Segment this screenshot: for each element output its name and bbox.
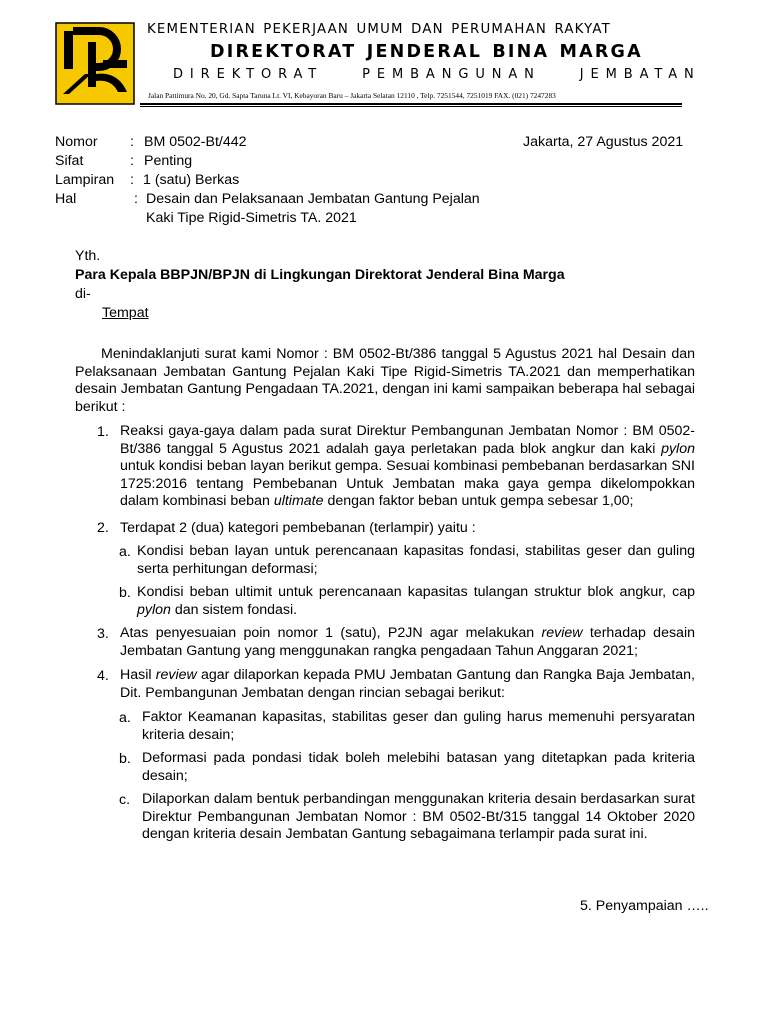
item4-c-text: Dilaporkan dalam bentuk perbandingan menggunakan kriteria desain berdasarkan surat Direktur Pembangunan Jembatan Nomor : BM 0502-Bt/315 tanggal 14 Oktober 2020 dengan kriteria desain Jembatan Gantung sebagaimana terlampir pada surat ini.: [142, 791, 695, 843]
sifat-label: Sifat: [55, 153, 84, 169]
lampiran-value: 1 (satu) Berkas: [143, 172, 240, 188]
recipient-di: di-: [75, 286, 91, 302]
nomor-value: BM 0502-Bt/442: [144, 134, 247, 150]
letterhead-directorate: DIREKTORAT PEMBANGUNAN JEMBATAN: [173, 67, 701, 82]
pupr-logo: [55, 22, 135, 105]
hal-label: Hal: [55, 191, 77, 207]
item4-a-text: Faktor Keamanan kapasitas, stabilitas geser dan guling harus memenuhi persyaratan kriteria desain;: [142, 709, 695, 743]
item3-text: Atas penyesuaian poin nomor 1 (satu), P2JN agar melakukan review terhadap desain Jembatan Gantung yang menggunakan rangka pengadaan Tahun Anggaran 2021;: [120, 625, 695, 659]
item4-number: 4.: [97, 668, 109, 684]
letterhead-ministry: KEMENTERIAN PEKERJAAN UMUM DAN PERUMAHAN RAKYAT: [147, 22, 611, 37]
hal-value-line2: Kaki Tipe Rigid-Simetris TA. 2021: [146, 210, 357, 226]
item4-b-text: Deformasi pada pondasi tidak boleh melebihi batasan yang ditetapkan pada kriteria desain;: [142, 750, 695, 784]
item2-b-text: Kondisi beban ultimit untuk perencanaan kapasitas tulangan struktur blok angkur, cap pylon dan sistem fondasi.: [137, 584, 695, 618]
letterhead-address: Jalan Pattimura No. 20, Gd. Sapta Taruna Lt. VI, Kebayoran Baru – Jakarta Selatan 12110 , Telp. 7251544, 7251019 FAX. (021) 7247283: [148, 91, 556, 100]
item2-a-label: a.: [119, 544, 131, 560]
letterhead-directorate-general: DIREKTORAT JENDERAL BINA MARGA: [210, 42, 643, 62]
recipient-addressee: Para Kepala BBPJN/BPJN di Lingkungan Direktorat Jenderal Bina Marga: [75, 267, 565, 283]
item2-a-text: Kondisi beban layan untuk perencanaan kapasitas fondasi, stabilitas geser dan guling serta perhitungan deformasi;: [137, 543, 695, 577]
recipient-yth: Yth.: [75, 248, 101, 264]
letterhead-rule-top: [140, 103, 682, 105]
item2-number: 2.: [97, 520, 109, 536]
place-date: Jakarta, 27 Agustus 2021: [523, 134, 684, 150]
nomor-colon: :: [130, 134, 134, 150]
item2-text: Terdapat 2 (dua) kategori pembebanan (terlampir) yaitu :: [120, 520, 476, 536]
sifat-colon: :: [130, 153, 134, 169]
continuation-note: 5. Penyampaian …..: [580, 898, 709, 914]
item4-b-label: b.: [119, 751, 131, 767]
nomor-label: Nomor: [55, 134, 98, 150]
recipient-tempat: Tempat: [102, 305, 149, 321]
item1-text: Reaksi gaya-gaya dalam pada surat Direktur Pembangunan Jembatan Nomor : BM 0502-Bt/386 tanggal 5 Agustus 2021 adalah gaya perletakan pada blok angkur dan kaki pylon untuk kondisi beban layan berikut gempa. Sesuai kombinasi pembebanan berdasarkan SNI 1725:2016 tentang Pembebanan Untuk Jembatan maka gaya gempa dikelompokkan dalam kombinasi beban ultimate dengan faktor beban untuk gempa sebesar 1,00;: [120, 423, 695, 510]
item4-text: Hasil review agar dilaporkan kepada PMU Jembatan Gantung dan Rangka Baja Jembatan, Dit. Pembangunan Jembatan dengan rincian sebagai berikut:: [120, 667, 695, 701]
item4-c-label: c.: [119, 792, 131, 808]
intro-paragraph: Menindaklanjuti surat kami Nomor : BM 0502-Bt/386 tanggal 5 Agustus 2021 hal Desain dan Pelaksanaan Jembatan Gantung Pejalan Kaki Tipe Rigid-Simetris TA.2021 dan memperhatikan desain Jembatan Gantung Pengadaan TA.2021, dengan ini kami sampaikan beberapa hal sebagai berikut :: [75, 346, 695, 415]
letterhead-rule-bottom: [140, 106, 682, 107]
item1-number: 1.: [97, 424, 109, 440]
lampiran-colon: :: [130, 172, 134, 188]
item4-a-label: a.: [119, 710, 131, 726]
lampiran-label: Lampiran: [55, 172, 115, 188]
sifat-value: Penting: [144, 153, 193, 169]
hal-value-line1: Desain dan Pelaksanaan Jembatan Gantung Pejalan: [146, 191, 480, 207]
hal-colon: :: [134, 191, 138, 207]
item3-number: 3.: [97, 626, 109, 642]
item2-b-label: b.: [119, 585, 131, 601]
